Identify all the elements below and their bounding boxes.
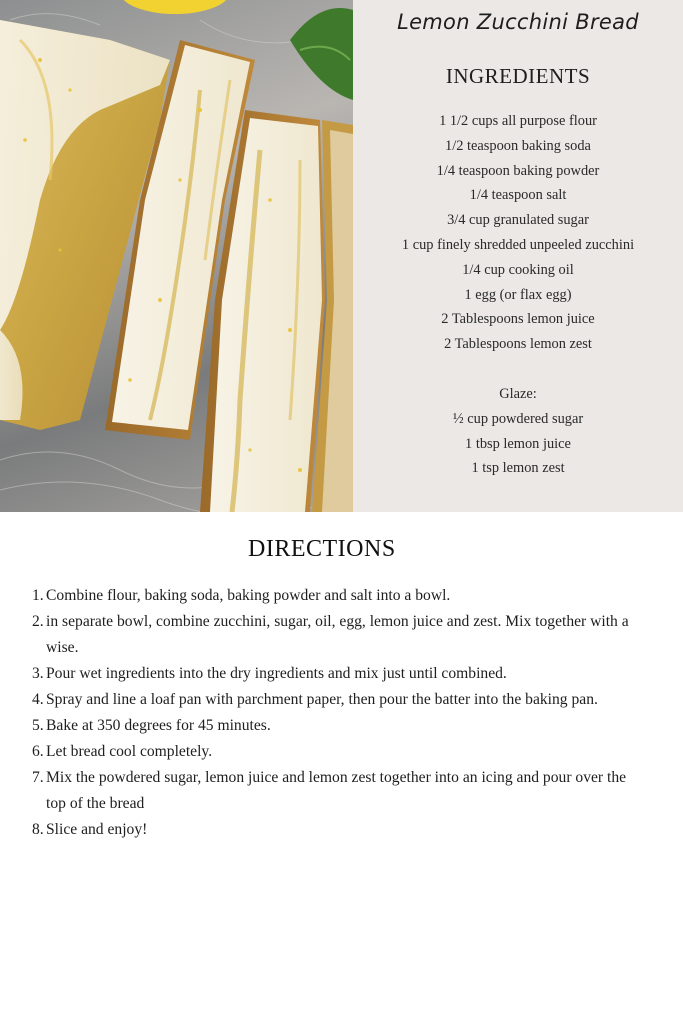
ingredient-item: 1 cup finely shredded unpeeled zucchini: [401, 236, 635, 253]
step-text: Slice and enjoy!: [46, 821, 148, 838]
step-text: Spray and line a loaf pan with parchment paper, then pour the batter into the baking pan.: [46, 691, 598, 708]
direction-step: [32, 609, 646, 661]
ingredient-item: 3/4 cup granulated sugar: [447, 212, 589, 229]
bread-illustration: [0, 0, 353, 512]
ingredient-item: 1 1/2 cups all purpose flour: [439, 113, 597, 129]
direction-step: [32, 713, 646, 739]
step-number: 5.: [32, 717, 44, 734]
ingredient-item: 1 egg (or flax egg): [464, 286, 572, 303]
ingredient-item: 1/4 teaspoon baking powder: [436, 162, 600, 179]
ingredients-panel: [353, 0, 683, 512]
ingredient-item: 1/2 teaspoon baking soda: [445, 137, 591, 154]
step-number: 3.: [32, 665, 44, 682]
step-number: 4.: [32, 691, 44, 708]
lemon-shape: [120, 0, 230, 14]
direction-step: [32, 739, 646, 765]
ingredient-item: 1/4 cup cooking oil: [462, 261, 574, 278]
step-text: Combine flour, baking soda, baking powder and salt into a bowl.: [46, 587, 451, 604]
step-number: 8.: [32, 821, 44, 838]
glaze-item: 1 tbsp lemon juice: [465, 435, 571, 452]
ingredient-item: 1/4 teaspoon salt: [469, 187, 567, 204]
direction-step: [32, 687, 646, 713]
direction-step: [32, 817, 646, 843]
step-text: Bake at 350 degrees for 45 minutes.: [46, 717, 271, 734]
directions-list: [32, 583, 646, 843]
step-number: 2.: [32, 613, 44, 630]
ingredient-item: 2 Tablespoons lemon zest: [444, 336, 592, 353]
glaze-item: ½ cup powdered sugar: [452, 410, 584, 427]
step-number: 7.: [32, 769, 44, 786]
ingredients-list: [353, 109, 683, 357]
glaze-item: 1 tsp lemon zest: [471, 460, 565, 477]
direction-step: [32, 661, 646, 687]
glaze-list: [353, 407, 683, 481]
step-text: Pour wet ingredients into the dry ingredients and mix just until combined.: [46, 665, 507, 682]
direction-step: [32, 765, 646, 817]
step-text: Mix the powdered sugar, lemon juice and lemon zest together into an icing and pour over the top of the bread: [46, 769, 627, 812]
step-text: in separate bowl, combine zucchini, sugar, oil, egg, lemon juice and zest. Mix together with a wise.: [46, 613, 629, 656]
step-number: 1.: [32, 587, 44, 604]
recipe-title: Lemon Zucchini Bread: [397, 10, 639, 34]
directions-heading: DIRECTIONS: [248, 536, 396, 562]
glaze-label: Glaze:: [499, 385, 537, 402]
ingredients-heading: INGREDIENTS: [445, 64, 591, 88]
step-text: Let bread cool completely.: [46, 743, 213, 760]
step-number: 6.: [32, 743, 44, 760]
ingredient-item: 2 Tablespoons lemon juice: [441, 311, 595, 328]
direction-step: [32, 583, 646, 609]
bread-photo: [0, 0, 353, 512]
